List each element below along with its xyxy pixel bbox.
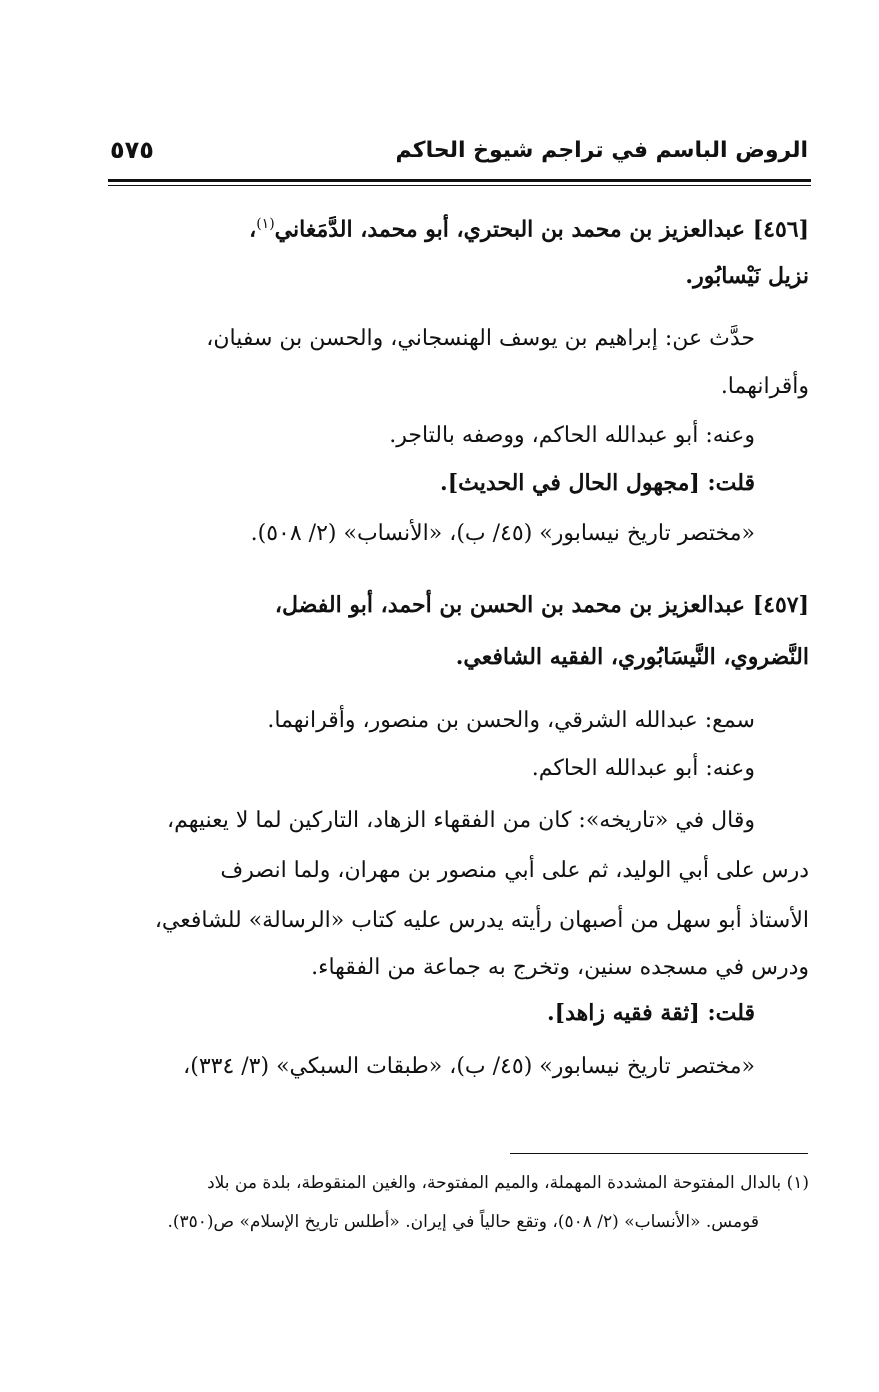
entry-457-quote-line1: وقال في «تاريخه»: كان من الفقهاء الزهاد، التاركين لما لا يعنيهم، [166, 808, 755, 833]
running-title: الروض الباسم في تراجم شيوخ الحاكم [395, 138, 808, 163]
entry-456-students: وعنه: أبو عبدالله الحاكم، ووصفه بالتاجر. [389, 423, 755, 448]
entry-456-heading-line1 [249, 204, 809, 249]
entry-457-students: وعنه: أبو عبدالله الحاكم. [531, 756, 755, 781]
entry-457-verdict: قلت: [ثقة فقيه زاهد]. [547, 1000, 755, 1026]
entry-456-verdict: قلت: [مجهول الحال في الحديث]. [440, 470, 755, 496]
entry-457-heading-line1: [٤٥٧] عبدالعزيز بن محمد بن الحسن بن أحمد، أبو الفضل، [274, 592, 809, 618]
entry-457-quote-line2: درس على أبي الوليد، ثم على أبي منصور بن مهران، ولما انصرف [220, 858, 809, 883]
entry-457-sources: «مختصر تاريخ نيسابور» (٤٥/ ب)، «طبقات السبكي» (٣/ ٣٣٤)، [183, 1054, 755, 1079]
header-rule-thin [108, 185, 811, 186]
entry-456-sources: «مختصر تاريخ نيسابور» (٤٥/ ب)، «الأنساب» (٢/ ٥٠٨). [250, 521, 755, 546]
entry-457-heard-from: سمع: عبدالله الشرقي، والحسن بن منصور، وأقرانهما. [267, 708, 755, 733]
entry-457-heading-line2: النَّضروي، النَّيسَابُوري، الفقيه الشافعي. [455, 644, 809, 670]
entry-456-teachers-line1 [206, 319, 755, 359]
heading-comma: ، [249, 216, 257, 243]
entry-456-heading-text: [٤٥٦] عبدالعزيز بن محمد بن البحتري، أبو محمد، الدَّمَغاني [274, 216, 809, 243]
entry-456-heading-line2: نزيل نَيْسابُور. [685, 263, 809, 289]
entry-457-quote-line3: الأستاذ أبو سهل من أصبهان رأيته يدرس عليه كتاب «الرسالة» للشافعي، [154, 908, 809, 933]
footnote-line2: قومس. «الأنساب» (٢/ ٥٠٨)، وتقع حالياً في إيران. «أطلس تاريخ الإسلام» ص(٣٥٠). [167, 1212, 759, 1232]
entry-457-quote-line4: ودرس في مسجده سنين، وتخرج به جماعة من الفقهاء. [311, 955, 809, 980]
header-rule-thick [108, 179, 811, 182]
entry-456-teachers-line2: وأقرانهما. [720, 374, 809, 399]
running-header [108, 136, 808, 172]
footnote-separator [510, 1153, 808, 1154]
footnote-marker[interactable]: (١) [256, 216, 275, 232]
entry-456-teachers-text: حدَّث عن: إبراهيم بن يوسف الهنسجاني، والحسن بن سفيان، [206, 326, 755, 351]
footnote-line1: (١) بالدال المفتوحة المشددة المهملة، والميم المفتوحة، والغين المنقوطة، بلدة من بلاد [207, 1173, 809, 1193]
page-number: ٥٧٥ [110, 136, 154, 164]
